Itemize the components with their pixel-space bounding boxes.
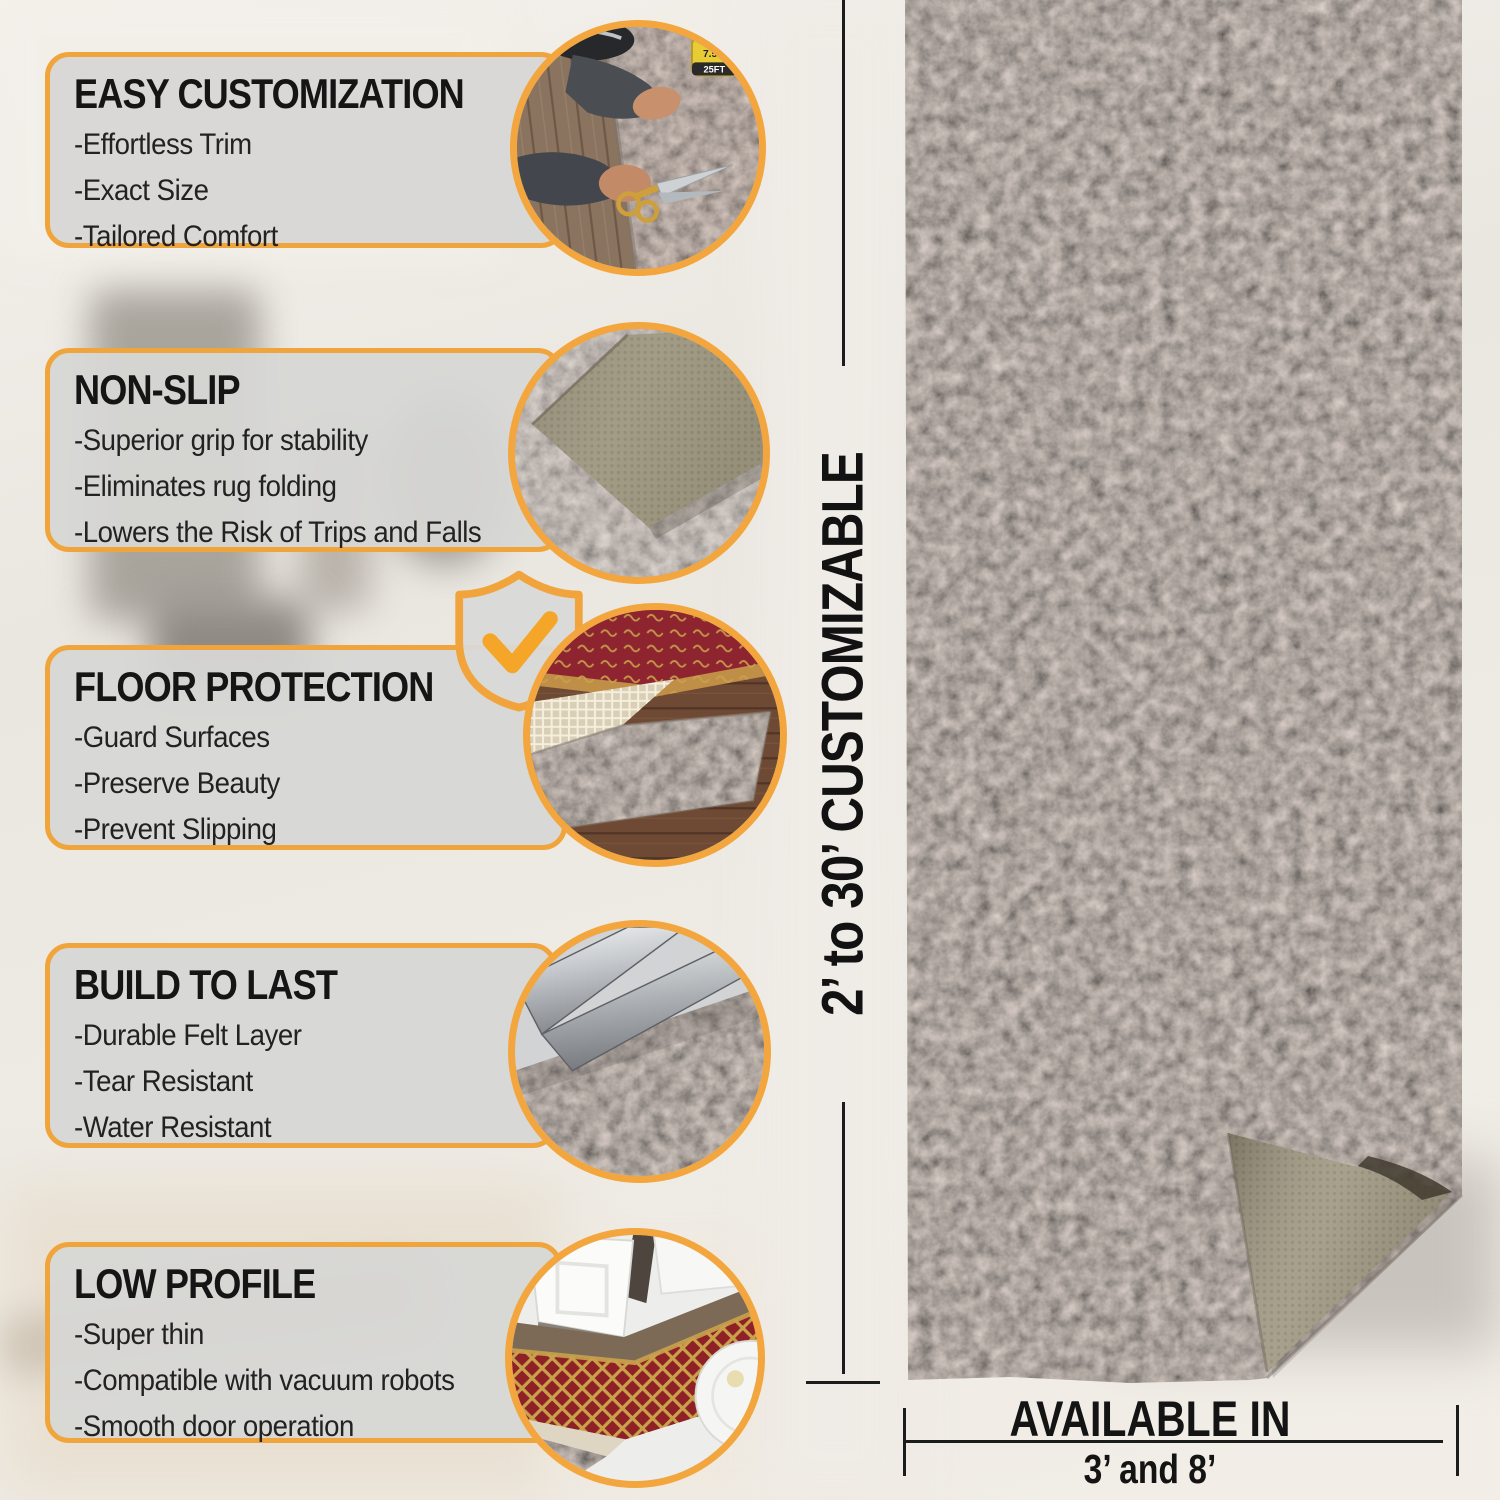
feature-box-build-to-last — [45, 943, 557, 1148]
feature-title: BUILD TO LAST — [74, 961, 338, 1008]
svg-text:25FT: 25FT — [703, 64, 726, 75]
feature-box-low-profile — [45, 1242, 562, 1443]
feature-bullet: -Tear Resistant — [74, 1065, 253, 1099]
feature-photo-low-profile — [505, 1228, 765, 1488]
feature-photo-easy-customization — [510, 20, 766, 276]
width-dimension-right-tick — [1456, 1405, 1459, 1476]
vertical-dimension-end-cap — [806, 1381, 880, 1384]
vertical-dimension-line-top — [842, 0, 845, 366]
feature-title: LOW PROFILE — [74, 1260, 316, 1307]
feature-title: FLOOR PROTECTION — [74, 663, 434, 710]
feature-bullet: -Tailored Comfort — [74, 220, 278, 254]
tape-measure — [692, 38, 737, 75]
feature-bullet: -Super thin — [74, 1318, 204, 1352]
vertical-dimension-line-bottom — [842, 1102, 845, 1374]
feature-bullet: -Preserve Beauty — [74, 767, 280, 801]
feature-bullet: -Smooth door operation — [74, 1410, 354, 1444]
feature-photo-floor-protection — [523, 603, 787, 867]
feature-bullet: -Durable Felt Layer — [74, 1019, 302, 1053]
width-dimension-left-tick — [903, 1408, 906, 1476]
rug-pad-product-image — [890, 0, 1490, 1400]
feature-bullet: -Exact Size — [74, 174, 209, 208]
feature-bullet: -Guard Surfaces — [74, 721, 270, 755]
feature-bullet: -Water Resistant — [74, 1111, 272, 1145]
feature-photo-build-to-last — [508, 920, 771, 1183]
available-sizes-label: 3’ and 8’ — [1083, 1446, 1217, 1492]
feature-box-easy-customization — [45, 52, 565, 254]
feature-title: EASY CUSTOMIZATION — [74, 70, 464, 117]
door-leaf — [529, 1235, 633, 1337]
door-leaf — [654, 1235, 758, 1294]
feature-photo-non-slip — [508, 322, 770, 584]
svg-text:7.5M: 7.5M — [702, 48, 726, 60]
feature-title: NON-SLIP — [74, 366, 240, 413]
feature-bullet: -Eliminates rug folding — [74, 470, 337, 504]
feature-bullet: -Superior grip for stability — [74, 424, 368, 458]
feature-box-non-slip — [45, 348, 562, 552]
feature-bullet: -Lowers the Risk of Trips and Falls — [74, 516, 482, 550]
feature-bullet: -Compatible with vacuum robots — [74, 1364, 455, 1398]
feature-bullet: -Prevent Slipping — [74, 813, 277, 847]
available-in-label: AVAILABLE IN — [1009, 1391, 1291, 1447]
feature-bullet: -Effortless Trim — [74, 128, 252, 162]
customizable-length-label: 2’ to 30’ CUSTOMIZABLE — [810, 452, 876, 1016]
